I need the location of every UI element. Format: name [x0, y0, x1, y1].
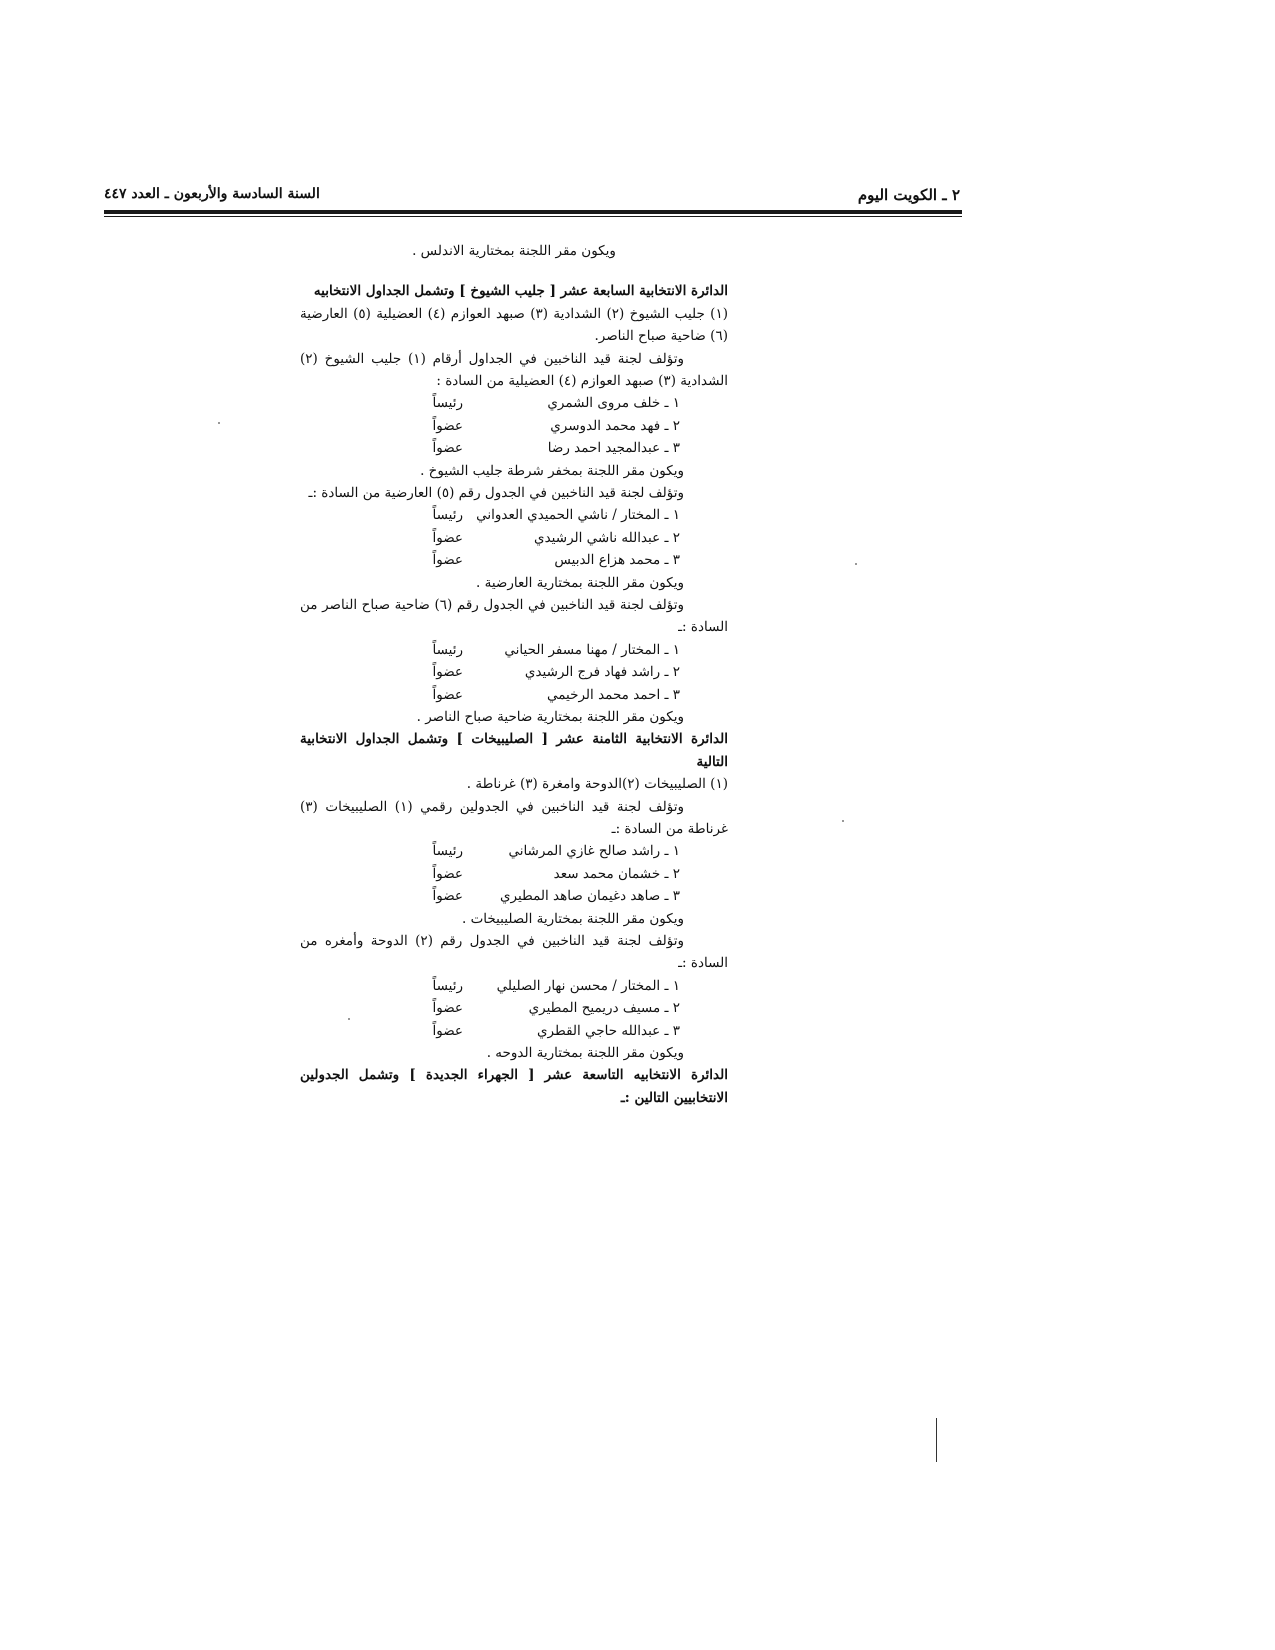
- member-row: [300, 549, 728, 571]
- member-role: رئيساً: [432, 507, 463, 524]
- d18-committee1-intro: وتؤلف لجنة قيد الناخبين في الجدولين رقمي (١) الصليبيخات (٣) غرناطة من السادة :ـ: [300, 798, 728, 838]
- member-role: عضواً: [432, 1000, 463, 1017]
- member-name: ٢ ـ خشمان محمد سعد: [553, 865, 680, 882]
- d17-committee1-intro: وتؤلف لجنة قيد الناخبين في الجداول أرقام (١) جليب الشيوخ (٢) الشدادية (٣) صبهد العوازم (٤) العضيلية من السادة :: [300, 350, 728, 390]
- member-name: ٣ ـ محمد هزاع الدبيس: [554, 552, 680, 569]
- d17-committee1-seat: ويكون مقر اللجنة بمخفر شرطة جليب الشيوخ .: [420, 462, 684, 479]
- member-row: [300, 661, 728, 683]
- member-name: ٢ ـ عبدالله ناشي الرشيدي: [534, 529, 680, 546]
- member-role: عضواً: [432, 552, 463, 569]
- member-role: عضواً: [432, 664, 463, 681]
- member-role: رئيساً: [432, 395, 463, 412]
- member-role: رئيساً: [432, 977, 463, 994]
- member-role: عضواً: [432, 417, 463, 434]
- member-role: رئيساً: [432, 843, 463, 860]
- member-row: [300, 639, 728, 661]
- member-row: [300, 684, 728, 706]
- member-name: ٣ ـ عبدالله حاجي القطري: [536, 1022, 680, 1039]
- member-name: ٣ ـ احمد محمد الرخيمي: [547, 686, 680, 703]
- issue-info: السنة السادسة والأربعون ـ العدد ٤٤٧: [104, 186, 320, 202]
- member-row: [300, 527, 728, 549]
- intro-seat-line: ويكون مقر اللجنة بمختارية الاندلس .: [412, 243, 616, 259]
- member-row: [300, 997, 728, 1019]
- d18-committee2-intro: وتؤلف لجنة قيد الناخبين في الجدول رقم (٢) الدوحة وأمغره من السادة :ـ: [300, 933, 728, 972]
- d17-committee2-seat: ويكون مقر اللجنة بمختارية العارضية .: [476, 574, 684, 591]
- member-name: ٣ ـ عبدالمجيد احمد رضا: [547, 440, 680, 457]
- d17-committee3-intro: وتؤلف لجنة قيد الناخبين في الجدول رقم (٦) ضاحية صباح الناصر من السادة :ـ: [300, 597, 728, 636]
- district-17-heading: الدائرة الانتخابية السابعة عشر [ جليب الشيوخ ] وتشمل الجداول الانتخابيه: [313, 283, 728, 300]
- member-name: ١ ـ المختار / محسن نهار الصليلي: [496, 977, 680, 994]
- member-row: [300, 415, 728, 437]
- scan-speck: [842, 820, 844, 822]
- member-role: رئيساً: [432, 641, 463, 658]
- district-18-tables: (١) الصليبيخات (٢)الدوحة وامغرة (٣) غرناطة .: [466, 776, 728, 793]
- spacer: [300, 262, 728, 280]
- scan-speck: [348, 1018, 350, 1020]
- page-header: [104, 186, 960, 206]
- member-row: [300, 437, 728, 459]
- member-row: [300, 863, 728, 885]
- article-body: [300, 240, 728, 1109]
- district-17-tables: (١) جليب الشيوخ (٢) الشدادية (٣) صبهد العوازم (٤) العضيلية (٥) العارضية (٦) ضاحية صباح الناصر.: [300, 305, 728, 345]
- member-role: عضواً: [432, 529, 463, 546]
- scan-speck: [218, 422, 220, 424]
- member-role: عضواً: [432, 888, 463, 905]
- member-row: [300, 885, 728, 907]
- member-role: عضواً: [432, 1022, 463, 1039]
- header-rule-thin: [104, 216, 962, 217]
- d18-committee2-seat: ويكون مقر اللجنة بمختارية الدوحه .: [486, 1044, 684, 1061]
- member-row: [300, 975, 728, 997]
- gazette-title: ٢ ـ الكويت اليوم: [857, 186, 960, 204]
- header-rule-thick: [104, 210, 962, 214]
- member-name: ٣ ـ صاهد دغيمان صاهد المطيري: [499, 888, 680, 905]
- member-name: ١ ـ المختار / ناشي الحميدي العدواني: [476, 507, 680, 524]
- member-row: [300, 840, 728, 862]
- member-role: عضواً: [432, 440, 463, 457]
- member-row: [300, 1020, 728, 1042]
- d17-committee2-intro: وتؤلف لجنة قيد الناخبين في الجدول رقم (٥) العارضية من السادة :ـ: [308, 485, 684, 502]
- d18-committee1-seat: ويكون مقر اللجنة بمختارية الصليبيخات .: [461, 910, 684, 927]
- member-row: [300, 504, 728, 526]
- member-name: ١ ـ المختار / مهنا مسفر الحياني: [504, 641, 680, 658]
- member-name: ٢ ـ راشد فهاد فرج الرشيدي: [524, 664, 680, 681]
- district-19-heading: الدائرة الانتخابيه التاسعة عشر [ الجهراء الجديدة ] وتشمل الجدولين الانتخابيين التالين :ـ: [300, 1067, 728, 1106]
- member-name: ١ ـ خلف مروى الشمري: [547, 395, 680, 412]
- member-name: ١ ـ راشد صالح غازي المرشاني: [508, 843, 680, 860]
- member-row: [300, 392, 728, 414]
- d17-committee3-seat: ويكون مقر اللجنة بمختارية ضاحية صباح الناصر .: [416, 708, 684, 725]
- member-role: عضواً: [432, 865, 463, 882]
- district-18-heading: الدائرة الانتخابية الثامنة عشر [ الصليبيخات ] وتشمل الجداول الانتخابية التالية: [300, 731, 728, 770]
- margin-mark: [936, 1418, 937, 1462]
- member-role: عضواً: [432, 686, 463, 703]
- scan-speck: [855, 563, 857, 565]
- member-name: ٢ ـ فهد محمد الدوسري: [550, 417, 680, 434]
- member-name: ٢ ـ مسيف دريميح المطيري: [528, 1000, 680, 1017]
